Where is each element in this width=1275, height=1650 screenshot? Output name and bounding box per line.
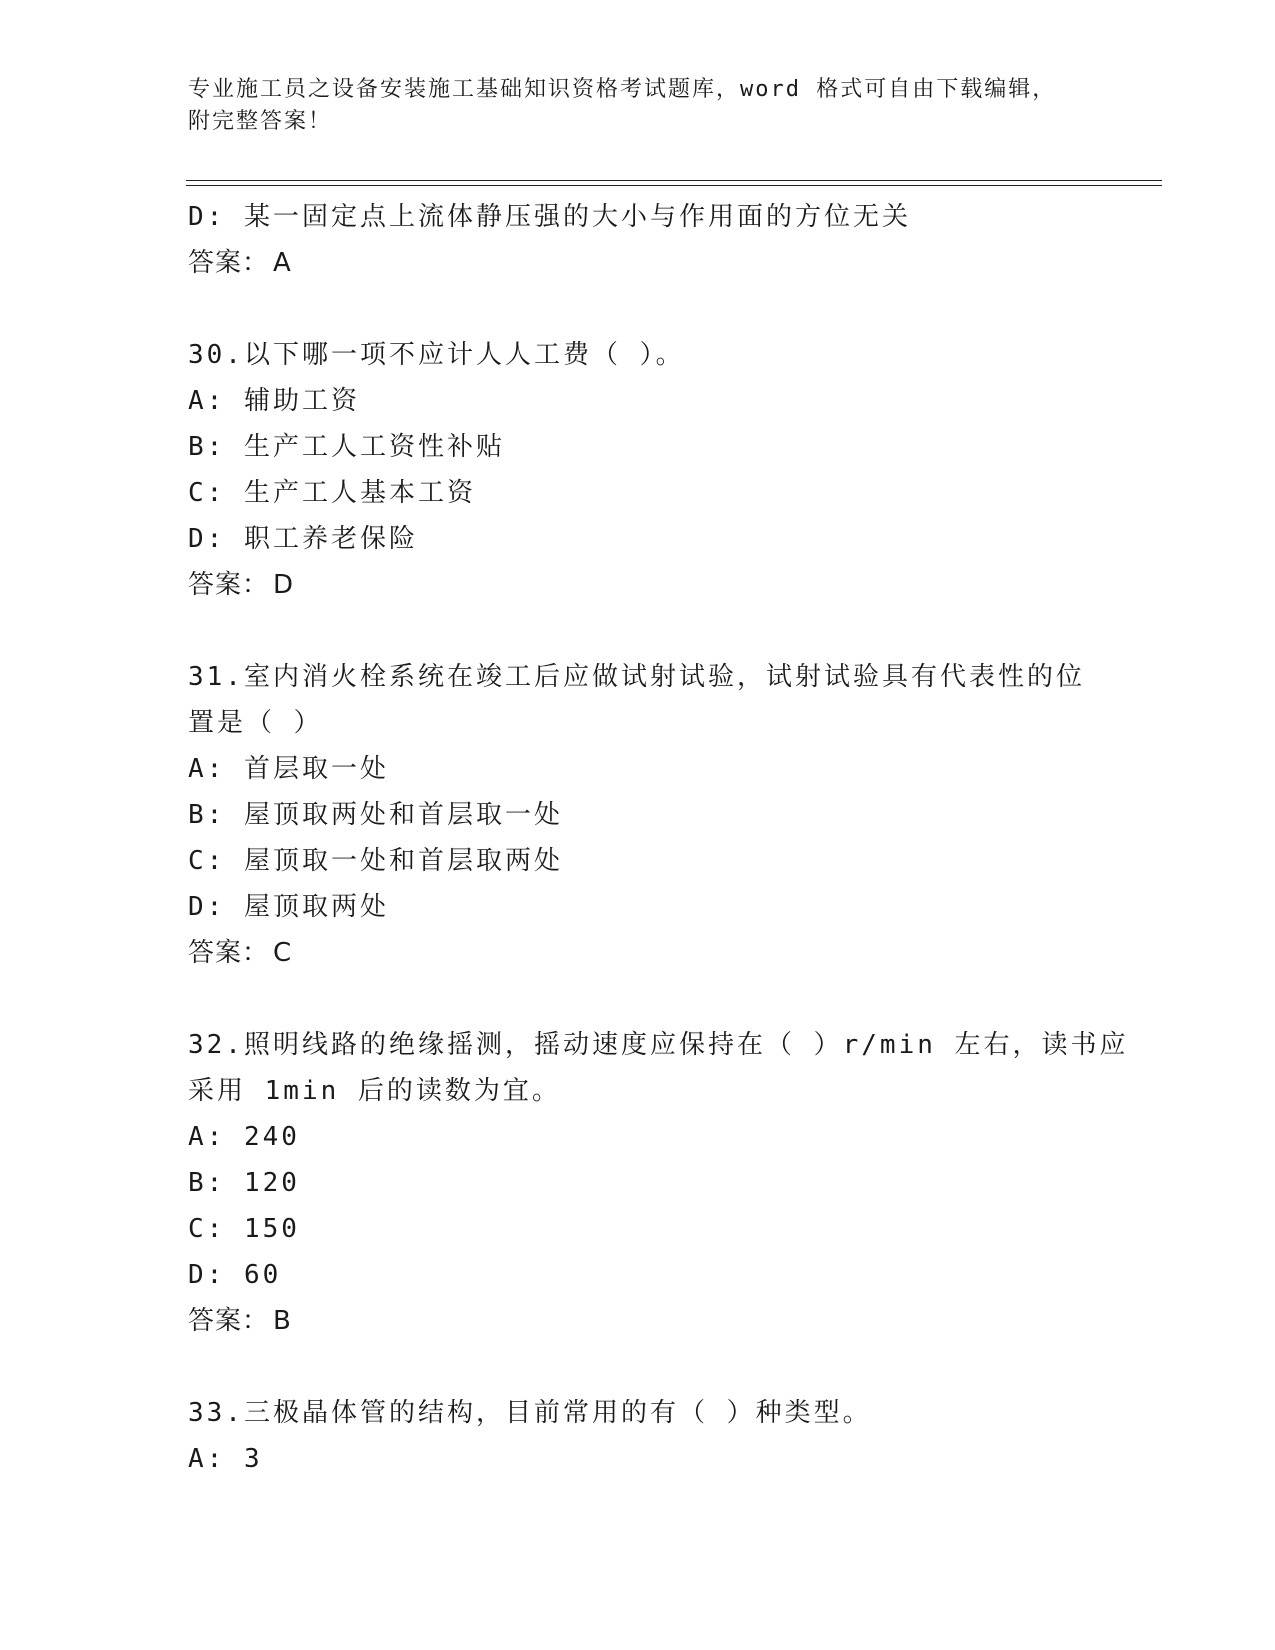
answer-value: C bbox=[273, 938, 293, 968]
question-title-line-1: 32.照明线路的绝缘摇测，摇动速度应保持在（ ）r/min 左右，读书应 bbox=[188, 1030, 1129, 1060]
answer-value: B bbox=[273, 1306, 292, 1336]
answer-label: 答案： bbox=[188, 1306, 270, 1336]
option-b: B: 屋顶取两处和首层取一处 bbox=[188, 800, 563, 830]
option-a: A: 3 bbox=[188, 1444, 263, 1474]
document-header bbox=[188, 74, 1088, 138]
option-c: C: 屋顶取一处和首层取两处 bbox=[188, 846, 563, 876]
option-b: B: 生产工人工资性补贴 bbox=[188, 432, 505, 462]
question-title-line-1: 31.室内消火栓系统在竣工后应做试射试验，试射试验具有代表性的位 bbox=[188, 662, 1085, 692]
question-33 bbox=[188, 1390, 1108, 1482]
option-a: A: 240 bbox=[188, 1122, 300, 1152]
answer-label: 答案： bbox=[188, 938, 270, 968]
option-d: D: 屋顶取两处 bbox=[188, 892, 389, 922]
answer-label: 答案： bbox=[188, 570, 270, 600]
question-title-line-2: 采用 1min 后的读数为宜。 bbox=[188, 1076, 561, 1106]
answer-label: 答案： bbox=[188, 248, 270, 278]
option-a: A: 辅助工资 bbox=[188, 386, 360, 416]
option-d: D: 职工养老保险 bbox=[188, 524, 418, 554]
option-d: D: 某一固定点上流体静压强的大小与作用面的方位无关 bbox=[188, 202, 911, 232]
header-divider-top bbox=[186, 180, 1162, 181]
option-b: B: 120 bbox=[188, 1168, 300, 1198]
question-30 bbox=[188, 332, 1108, 608]
answer-value: A bbox=[273, 248, 292, 278]
header-line-2: 附完整答案！ bbox=[188, 109, 333, 134]
option-c: C: 150 bbox=[188, 1214, 300, 1244]
question-32 bbox=[188, 1022, 1129, 1344]
option-c: C: 生产工人基本工资 bbox=[188, 478, 476, 508]
answer-line bbox=[188, 240, 1108, 286]
question-title: 33.三极晶体管的结构，目前常用的有（ ）种类型。 bbox=[188, 1398, 872, 1428]
question-title: 30.以下哪一项不应计人人工费（ ）。 bbox=[188, 340, 685, 370]
question-list bbox=[188, 194, 1129, 1482]
header-divider-bottom bbox=[186, 185, 1162, 186]
question-31 bbox=[188, 654, 1108, 976]
answer-value: D bbox=[273, 570, 295, 600]
answer-line bbox=[188, 930, 1108, 976]
header-line-1: 专业施工员之设备安装施工基础知识资格考试题库，word 格式可自由下载编辑， bbox=[188, 77, 1057, 102]
option-a: A: 首层取一处 bbox=[188, 754, 389, 784]
question-title-line-2: 置是（ ） bbox=[188, 708, 323, 738]
answer-line bbox=[188, 1298, 1108, 1344]
answer-line bbox=[188, 562, 1108, 608]
option-d: D: 60 bbox=[188, 1260, 282, 1290]
